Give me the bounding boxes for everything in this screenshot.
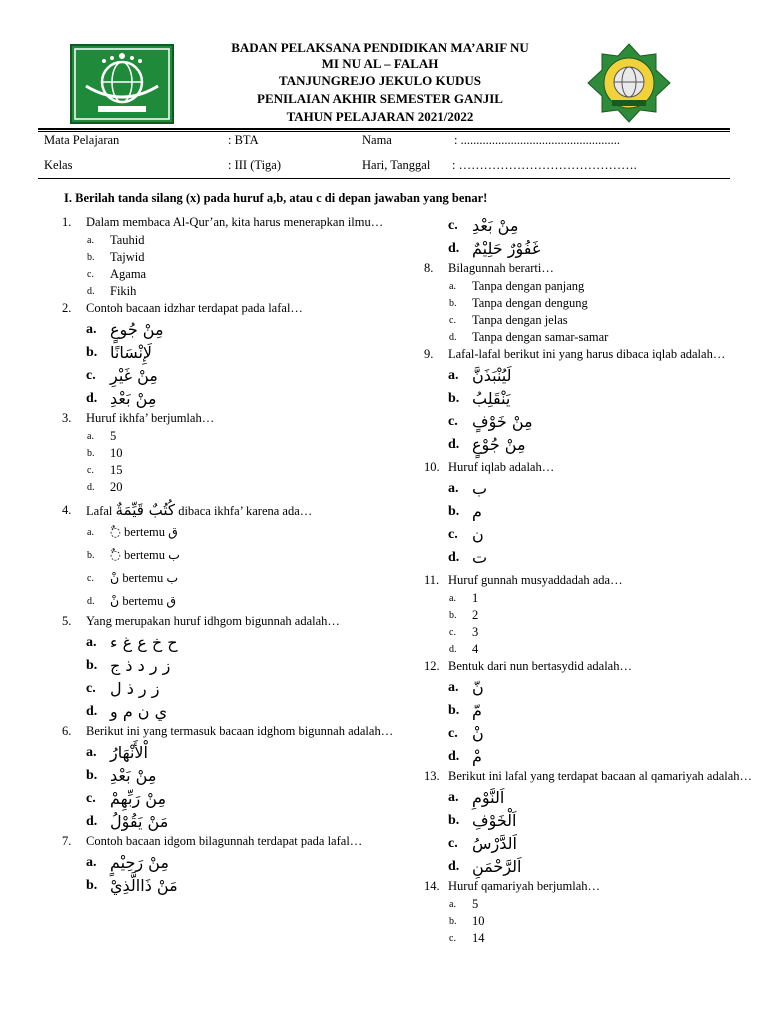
arabic-text: اَلدَّرْسُ [472, 834, 517, 853]
option-d[interactable]: d. غَفُوْرٌ حَلِيْمٌ [448, 239, 541, 258]
option-b[interactable]: b. 2 [449, 608, 479, 622]
question-number: 10. [424, 460, 440, 474]
option-text: 4 [472, 642, 479, 656]
option-d[interactable]: d. مِنْ جُوْعٍ [448, 435, 526, 454]
arabic-text: غَفُوْرٌ حَلِيْمٌ [472, 239, 541, 258]
option-a[interactable]: a. 5 [87, 429, 117, 443]
question-text: Bentuk dari nun bertasydid adalah… [448, 659, 632, 673]
arabic-text: م [472, 502, 482, 521]
question-number: 3. [62, 411, 72, 425]
question-text: Huruf gunnah musyaddadah ada… [448, 573, 623, 587]
option-a[interactable]: a. ح خ ع غ ء [86, 633, 178, 652]
header-line-2: MI NU AL – FALAH [321, 56, 439, 71]
arabic-text: ن [472, 525, 484, 544]
arabic-text: مْ [472, 747, 482, 766]
question-text: Bilagunnah berarti… [448, 261, 554, 275]
question-11 [424, 572, 764, 589]
question-6 [62, 723, 402, 740]
option-c[interactable]: c. نْ [448, 724, 484, 743]
option-a[interactable]: a. ◌ٌ bertemu ق [87, 525, 178, 539]
info-divider [38, 178, 730, 179]
arabic-text: نّ [472, 678, 484, 697]
option-c[interactable]: c. 3 [449, 625, 479, 639]
option-text: 2 [472, 608, 479, 622]
option-c[interactable]: c. اَلدَّرْسُ [448, 834, 517, 853]
subject-value: : BTA [228, 133, 259, 147]
option-c[interactable]: c. نْ bertemu ب [87, 571, 179, 585]
question-text: Contoh bacaan idgom bilagunnah terdapat pada lafal… [86, 834, 363, 848]
subject-label: Mata Pelajaran [44, 133, 120, 147]
option-text: Tanpa dengan jelas [472, 313, 568, 327]
option-a[interactable]: a. نّ [448, 678, 484, 697]
option-a[interactable]: a. لَيُنْبَذَنَّ [448, 366, 512, 385]
option-text: Tauhid [110, 233, 145, 247]
option-text: 20 [110, 480, 123, 494]
option-b[interactable]: b. م [448, 502, 482, 521]
option-b[interactable]: b. يَنْقَلِبُ [448, 389, 511, 408]
question-text: Yang merupakan huruf idhgom bigunnah adalah… [86, 614, 340, 628]
option-text: 10 [110, 446, 123, 460]
option-b[interactable]: b. اَلْخَوْفِ [448, 811, 517, 830]
question-12 [424, 658, 764, 675]
option-text: Tajwid [110, 250, 145, 264]
option-a[interactable]: a. اْلأَنْهَارُ [86, 743, 148, 762]
arabic-text: ت [472, 548, 488, 567]
question-number: 8. [424, 261, 434, 275]
option-text: نْ bertemu ب [110, 571, 179, 585]
option-a[interactable]: a. ب [448, 479, 488, 498]
option-c[interactable]: c. Tanpa dengan jelas [449, 313, 568, 327]
right-column [424, 214, 764, 947]
option-text: Agama [110, 267, 147, 281]
option-text: 10 [472, 914, 485, 928]
option-c[interactable]: c. مِنْ بَعْدِ [448, 216, 519, 235]
option-a[interactable]: a. Tanpa dengan panjang [449, 279, 585, 293]
option-c[interactable]: c. 14 [449, 931, 485, 945]
option-b[interactable]: b. Tajwid [87, 250, 145, 264]
arabic-text: لَيُنْبَذَنَّ [472, 366, 512, 385]
arabic-text: مِنْ بَعْدِ [110, 389, 157, 408]
class-label: Kelas [44, 158, 73, 172]
question-5 [62, 613, 402, 630]
option-d[interactable]: d. مَنْ يَقُوْلُ [86, 812, 169, 831]
option-c[interactable]: c. مِنْ رَبِّهِمْ [86, 789, 167, 808]
arabic-text: ز ر د ذ ج [110, 656, 171, 675]
question-3 [62, 410, 402, 427]
question-text: Contoh bacaan idzhar terdapat pada lafal… [86, 301, 303, 315]
arabic-text: يَنْقَلِبُ [472, 389, 511, 408]
option-text: Tanpa dengan panjang [472, 279, 585, 293]
option-b[interactable]: b. ز ر د ذ ج [86, 656, 171, 675]
question-number: 4. [62, 503, 72, 517]
option-text: Tanpa dengan samar-samar [472, 330, 609, 344]
option-d[interactable]: d. 20 [87, 480, 123, 494]
question-1 [62, 214, 402, 231]
option-b[interactable]: b. Tanpa dengan dengung [449, 296, 588, 310]
question-number: 14. [424, 879, 440, 893]
option-d[interactable]: d. نْ bertemu ق [87, 594, 177, 608]
question-number: 1. [62, 215, 72, 229]
option-b[interactable]: b. مّ [448, 701, 482, 720]
question-number: 11. [424, 573, 440, 587]
option-d[interactable]: d. اَلرَّحْمَنِ [448, 857, 522, 876]
option-d[interactable]: d. 4 [449, 642, 479, 656]
question-text: Lafal-lafal berikut ini yang harus dibaca iqlab adalah… [448, 347, 726, 361]
option-b[interactable]: b. 10 [87, 446, 123, 460]
left-column [62, 214, 402, 897]
option-b[interactable]: b. 10 [449, 914, 485, 928]
option-d[interactable]: d. ت [448, 548, 488, 567]
option-d[interactable]: d. ي ن م و [86, 702, 168, 721]
header-line-4: PENILAIAN AKHIR SEMESTER GANJIL [257, 91, 503, 106]
arabic-text: مِنْ بَعْدِ [472, 216, 519, 235]
arabic-text: ي ن م و [110, 702, 168, 721]
arabic-text: اَلْخَوْفِ [472, 811, 517, 830]
header-line-3: TANJUNGREJO JEKULO KUDUS [278, 73, 481, 88]
question-2 [62, 300, 402, 317]
option-a[interactable]: a. اَلنَّوْمِ [448, 788, 505, 807]
question-text: Berikut ini yang termasuk bacaan idghom bigunnah adalah… [86, 724, 394, 738]
arabic-text: ب [472, 479, 488, 498]
option-c[interactable]: c. مِنْ خَوْفٍ [448, 412, 533, 431]
question-number: 9. [424, 347, 434, 361]
question-14 [424, 878, 764, 895]
option-a[interactable]: a. Tauhid [87, 233, 145, 247]
arabic-text: مَنْ يَقُوْلُ [110, 812, 169, 831]
option-a[interactable]: a. مِنْ رَحِيْمٍ [86, 853, 169, 872]
arabic-text: ز ر ذ ل [110, 679, 160, 698]
question-4 [62, 502, 402, 520]
arabic-text: مِنْ خَوْفٍ [472, 412, 533, 431]
question-number: 13. [424, 769, 440, 783]
arabic-text: ح خ ع غ ء [110, 633, 178, 652]
class-value: : III (Tiga) [228, 158, 282, 172]
option-c[interactable]: c. مِنْ غَيْرِ [86, 366, 158, 385]
question-text: dibaca ikhfa’ karena ada… [178, 504, 313, 518]
question-8 [424, 260, 764, 277]
option-a[interactable]: a. 5 [449, 897, 479, 911]
section-instruction: I. Berilah tanda silang (x) pada huruf a,b, atau c di depan jawaban yang benar! [64, 191, 488, 205]
arabic-text: مِنْ جُوعٍ [110, 320, 164, 339]
option-d[interactable]: d. Fikih [87, 284, 137, 298]
option-text: 5 [472, 897, 479, 911]
option-text: 3 [472, 625, 479, 639]
header-divider-thin [38, 131, 730, 132]
question-number: 12. [424, 659, 440, 673]
option-text: Fikih [110, 284, 137, 298]
header-divider [38, 128, 730, 130]
question-number: 6. [62, 724, 72, 738]
option-text: 15 [110, 463, 123, 477]
name-field[interactable]: : ................................................... [454, 133, 620, 147]
option-a[interactable]: a. 1 [449, 591, 479, 605]
option-c[interactable]: c. ن [448, 525, 484, 544]
option-b[interactable]: b. لَإِنْسَانًا [86, 343, 153, 362]
option-b[interactable]: b. مَنْ ذَاالَّذِيْ [86, 876, 178, 895]
question-number: 2. [62, 301, 72, 315]
question-text: Huruf qamariyah berjumlah… [448, 879, 601, 893]
option-a[interactable]: a. مِنْ جُوعٍ [86, 320, 164, 339]
arabic-text: مِنْ بَعْدِ [110, 766, 157, 785]
question-text: Lafal [86, 504, 113, 518]
option-text: نْ bertemu ق [110, 594, 177, 608]
question-text: Huruf iqlab adalah… [448, 460, 555, 474]
question-number: 7. [62, 834, 72, 848]
question-text: Huruf ikhfa’ berjumlah… [86, 411, 215, 425]
arabic-text: مِنْ رَحِيْمٍ [110, 853, 169, 872]
arabic-text: مَنْ ذَاالَّذِيْ [110, 876, 178, 895]
option-c[interactable]: c. ز ر ذ ل [86, 679, 160, 698]
question-9 [424, 346, 764, 363]
option-d[interactable]: d. مِنْ بَعْدِ [86, 389, 157, 408]
name-label: Nama [362, 133, 392, 147]
option-text: 1 [472, 591, 479, 605]
arabic-text: مِنْ غَيْرِ [110, 366, 158, 385]
date-label: Hari, Tanggal [362, 158, 431, 172]
header-line-1: BADAN PELAKSANA PENDIDIKAN MA’ARIF NU [231, 40, 529, 55]
option-d[interactable]: d. مْ [448, 747, 482, 766]
option-c[interactable]: c. Agama [87, 267, 147, 281]
question-7 [62, 833, 402, 850]
arabic-text: اَلرَّحْمَنِ [472, 857, 522, 876]
option-text: ◌ٌ bertemu ب [110, 548, 180, 562]
arabic-text: كُتُبٌ قَيِّمَةٌ [115, 501, 176, 519]
arabic-text: اَلنَّوْمِ [472, 788, 505, 807]
arabic-text: اْلأَنْهَارُ [110, 743, 148, 762]
date-field[interactable]: : ……………………………………. [452, 158, 637, 172]
question-number: 5. [62, 614, 72, 628]
arabic-text: مِنْ جُوْعٍ [472, 435, 526, 454]
header-line-5: TAHUN PELAJARAN 2021/2022 [286, 109, 474, 124]
option-c[interactable]: c. 15 [87, 463, 123, 477]
question-text: Berikut ini lafal yang terdapat bacaan al qamariyah adalah… [448, 769, 753, 783]
school-logo-icon [586, 42, 672, 124]
arabic-text: مِنْ رَبِّهِمْ [110, 789, 167, 808]
option-text: 14 [472, 931, 485, 945]
arabic-text: نْ [472, 724, 484, 743]
option-b[interactable]: b. مِنْ بَعْدِ [86, 766, 157, 785]
option-text: Tanpa dengan dengung [472, 296, 588, 310]
option-b[interactable]: b. ◌ٌ bertemu ب [87, 548, 180, 562]
question-13 [424, 768, 764, 785]
arabic-text: مّ [472, 701, 482, 720]
option-text: 5 [110, 429, 117, 443]
exam-header [0, 36, 768, 128]
question-10 [424, 459, 764, 476]
question-text: Dalam membaca Al-Qur’an, kita harus menerapkan ilmu… [86, 215, 384, 229]
option-text: ◌ٌ bertemu ق [110, 525, 178, 539]
arabic-text: لَإِنْسَانًا [110, 343, 153, 362]
option-d[interactable]: d. Tanpa dengan samar-samar [449, 330, 609, 344]
nu-logo-icon [70, 44, 174, 124]
